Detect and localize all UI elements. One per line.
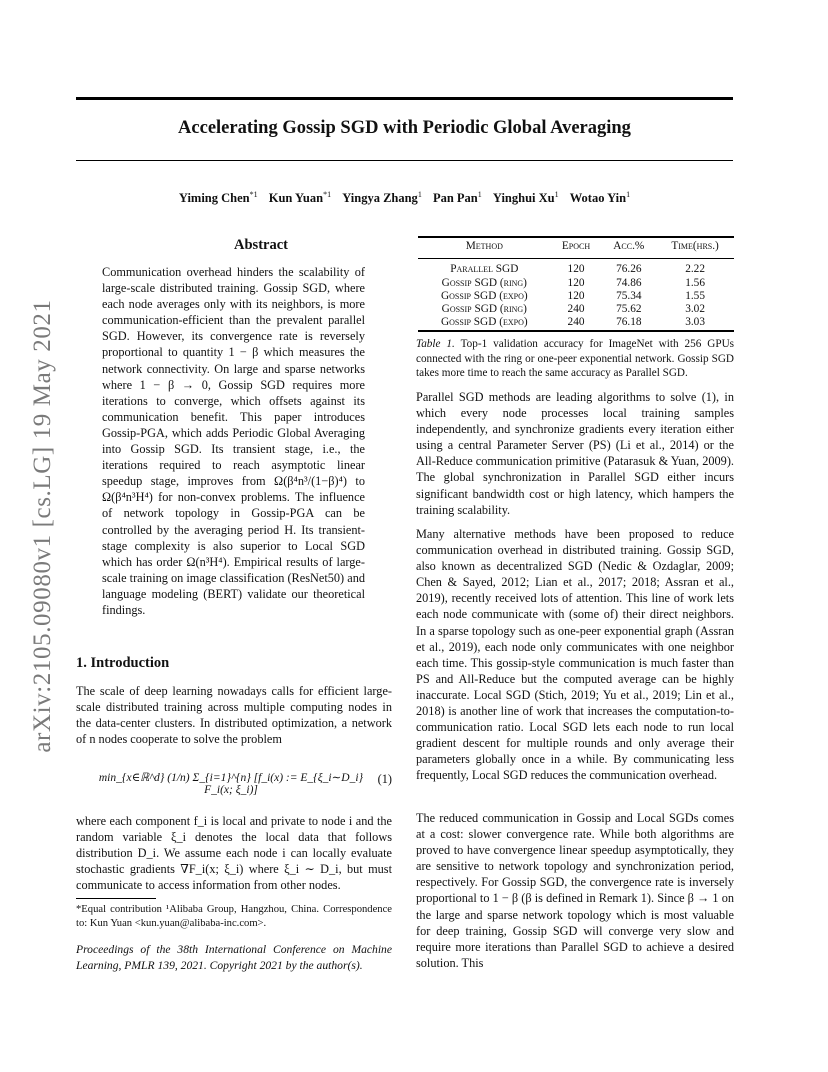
author: Yinghui Xu$^1$ [492,190,559,206]
table-row [418,277,734,290]
footnote: *Equal contribution ¹Alibaba Group, Hangzhou, China. Correspondence to: Kun Yuan <kun.yuan@alibaba-inc.com>. [76,904,392,929]
table-row [418,303,734,316]
table-header: Time(hrs.) [671,240,719,252]
author-list [76,190,733,206]
table-header: Method [465,240,503,252]
abstract-text: Communication overhead hinders the scalability of large-scale distributed training. Gossip SGD, where each node averages only with its neighbors, is more communication-efficient than the prevalent parallel SGD. However, its convergence rate is reversely proportional to quantity 1 − β which measures the network connectivity. On large and sparse networks where 1 − β → 0, Gossip SGD requires more iterations to converge, which offsets against its communication benefit. This paper introduces Gossip-PGA, which adds Periodic Global Averaging into Gossip SGD. Its transient stage, i.e., the iterations required to reach asymptotic linear speedup stage, improves from Ω(β⁴n³/(1−β)⁴) to Ω(β⁴n³H⁴) for non-convex problems. The influence of network topology in Gossip-PGA can be controlled by the averaging period H. Its transient-stage complexity is also superior to Local SGD which has order Ω(n³H⁴). Empirical results of large-scale training on image classification (ResNet50) and language modeling (BERT) validate our theoretical findings. [102,265,365,617]
table-cell: Gossip SGD (ring) [441,303,527,316]
title-rule-top [76,97,733,100]
table-cell: 3.03 [685,316,705,329]
table-cell: 120 [567,276,585,289]
author: Yingya Zhang$^1$ [342,190,422,206]
table-rule-bottom [418,330,734,332]
table-row [418,258,734,276]
table-row [418,290,734,303]
equation-body: min_{x∈ℝ^d} (1/n) Σ_{i=1}^{n} [f_i(x) := E_{ξ_i∼D_i} F_i(x; ξ_i)] [98,772,364,796]
author: Wotao Yin$^1$ [569,190,631,206]
paper-title: Accelerating Gossip SGD with Periodic Global Averaging [178,118,631,138]
table-header: Epoch [561,240,591,252]
table-header: Acc.% [613,240,645,252]
table-cell: 120 [567,289,585,302]
table-cell: 76.26 [616,263,642,276]
body-paragraph: Many alternative methods have been proposed to reduce communication overhead in distributed training. Gossip SGD, also known as decentralized SGD (Nedic & Ozdaglar, 2009; Chen & Sayed, 2012; Lian et al., 2017; 2018; Assran et al., 2019), recently received lots of attention. This line of work lets each node communicate with (some of) their direct neighbors. In a sparse topology such as one-peer exponential graph (Assran et al., 2019), each node only communicates with one neighbor each time. This gossip-style communication is much faster than PS and All-Reduce but the computed average can be highly inaccurate. Local SGD (Stich, 2019; Yu et al., 2019; Lin et al., 2018) is another line of work that increases the computation-to-communication ratio. Local SGD lets each node to run local gradient descent for multiple rounds and only average their parameters globally once in a while. By communicating less frequently, Local SGD reduces the communication overhead. [416,527,734,783]
table-caption-label: Table 1. [416,338,455,350]
results-table [418,236,734,330]
table-cell: 240 [567,316,585,329]
table-cell: Gossip SGD (expo) [441,289,528,302]
table-cell: 2.22 [685,263,705,276]
table-cell: Parallel SGD [450,263,519,276]
author: Kun Yuan$^{*1}$ [268,190,332,206]
table-cell: 74.86 [616,276,642,289]
intro-paragraph: where each component f_i is local and private to node i and the random variable ξ_i denotes the local data that follows distribution D_i. We assume each node i can locally evaluate stochastic gradients ∇F_i(x; ξ_i) where ξ_i ∼ D_i, but must communicate to access information from other nodes. [76,814,392,893]
author: Yiming Chen$^{*1}$ [178,190,258,206]
title-rule-bottom [76,160,733,161]
table-row [418,316,734,329]
table-cell: 1.55 [685,289,705,302]
table-cell: 240 [567,303,585,316]
table-rule-mid [418,258,734,259]
body-paragraph: Parallel SGD methods are leading algorithms to solve (1), in which every node processes local training samples independently, and synchronize gradients every iteration either using a central Parameter Server (PS) (Li et al., 2014) or the All-Reduce communication primitive (Patarasuk & Yuan, 2009). The global synchronization in Parallel SGD either incurs significant bandwidth cost or high latency, which hampers the training scalability. [416,390,734,517]
table-cell: 76.18 [616,316,642,329]
table-cell: Gossip SGD (ring) [441,276,527,289]
arxiv-stamp: arXiv:2105.09080v1 [cs.LG] 19 May 2021 [29,299,56,753]
table-cell: 75.34 [616,289,642,302]
body-paragraph: The reduced communication in Gossip and Local SGDs comes at a cost: slower convergence rate. While both algorithms are proved to have convergence linear speedup asymptotically, they are sensitive to network topology and synchronization period, respectively. For Gossip SGD, the convergence rate is inversely proportional to 1 − β (β is defined in Remark 1). Since β → 1 on the large and sparse network topology which is most valuable for deep training, Gossip SGD will converge very slow and require more iterations than Parallel SGD to achieve a desired solution. This [416,811,734,970]
table-cell: 120 [567,263,585,276]
equation-1 [76,760,392,800]
table-cell: 1.56 [685,276,705,289]
table-cell: 75.62 [616,303,642,316]
equation-number: (1) [377,772,392,786]
table-header-row [418,236,734,258]
footnote-rule [76,898,156,899]
table-cell: Gossip SGD (expo) [441,316,528,329]
abstract-heading: Abstract [234,237,288,253]
proceedings-note: Proceedings of the 38th International Conference on Machine Learning, PMLR 139, 2021. Copyright 2021 by the author(s). [76,943,392,972]
table-caption [416,337,734,381]
section-heading-introduction: 1. Introduction [76,655,170,671]
table-caption-text: Top-1 validation accuracy for ImageNet with 256 GPUs connected with the ring or one-peer exponential network. Gossip SGD takes more time to reach the same accuracy as Parallel SGD. [416,338,734,379]
table-cell: 3.02 [685,303,705,316]
intro-paragraph: The scale of deep learning nowadays calls for efficient large-scale distributed training across multiple computing nodes in the data-center clusters. In distributed optimization, a network of n nodes cooperate to solve the problem [76,684,392,747]
author: Pan Pan$^1$ [432,190,482,206]
